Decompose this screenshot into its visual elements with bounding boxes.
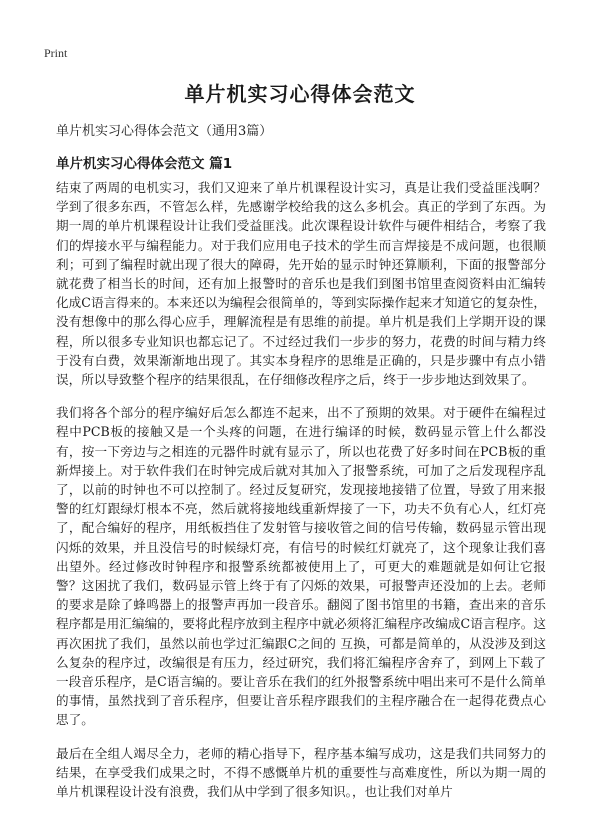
document-subtitle: 单片机实习心得体会范文（通用3篇） (56, 124, 273, 139)
body-paragraph-1: 结束了两周的电机实习，我们又迎来了单片机课程设计实习，真是让我们受益匪浅啊？学到了很多东西，不管怎么样，先感谢学校给我的这么多机会。真正的学到了东西。为期一周的单片机课程设计让我们受益匪浅。此次课程设计软件与硬件相结合，考察了我们的焊接水平与编程能力。对于我们应用电子技术的学生而言焊接是不成问题，也很顺利；可到了编程时就出现了很大的障碍，先开始的显示时钟还算顺利，下面的报警部分就花费了相当长的时间，还有加上报警时的音乐也是我们到图书馆里查阅资料由汇编转化成C语言得来的。本来还以为编程会很简单的，等到实际操作起来才知道它的复杂性，没有想像中的那么得心应手，理解流程是有思维的前提。单片机是我们上学期开设的课程，所以很多专业知识也都忘记了。不过经过我们一步步的努力，花费的时间与精力终于没有白费，效果渐渐地出现了。其实本身程序的思维是正确的，只是步骤中有点小错误，所以导致整个程序的结果很乱，在仔细修改程序之后，终于一步步地达到效果了。 (56, 180, 546, 388)
print-label[interactable]: Print (44, 46, 68, 60)
page-title: 单片机实习心得体会范文 (184, 82, 416, 106)
article-body (56, 178, 546, 815)
section-heading: 单片机实习心得体会范文 篇1 (56, 156, 233, 172)
body-paragraph-3: 最后在全组人竭尽全力，老师的精心指导下，程序基本编写成功，这是我们共同努力的结果，在享受我们成果之时，不得不感慨单片机的重要性与高难度性，所以为期一周的单片机课程设计没有浪费，我们从中学到了很多知识。，也让我们对单片 (56, 745, 546, 800)
body-paragraph-2: 我们将各个部分的程序编好后怎么都连不起来，出不了预期的效果。对于硬件在编程过程中PCB板的接触又是一个头疼的问题，在进行编译的时候，数码显示管上什么都没有，按一下旁边与之相连的元器件时就有显示了，所以也花费了好多时间在PCB板的重新焊接上。对于软件我们在时钟完成后就对其加入了报警系统，可加了之后发现程序乱了，以前的时钟也不可以控制了。经过反复研究，发现接地接错了位置，导致了用来报警的红灯跟绿灯根本不亮，然后就将接地线重新焊接了一下，功夫不负有心人，红灯亮了，配合编好的程序，用纸板挡住了发射管与接收管之间的信号传输，数码显示管出现闪烁的效果，并且没信号的时候绿灯亮，有信号的时候红灯就亮了，这个现象让我们喜出望外。经过修改时钟程序和报警系统都被使用上了，可更大的难题就是如何让它报警？这困扰了我们，数码显示管上终于有了闪烁的效果，可报警声还没加的上去。老师的要求是除了蜂鸣器上的报警声再加一段音乐。翻阅了图书馆里的书籍，查出来的音乐程序都是用汇编编的，要将此程序放到主程序中就必须将汇编程序改编成C语言程序。这再次困扰了我们，虽然以前也学过汇编跟C之间的 互换，可都是简单的，从没涉及到这么复杂的程序过，改编很是有压力，经过研究，我们将汇编程序舍弃了，到网上下载了一段音乐程序，是C语言编的。要让音乐在我们的红外报警系统中唱出来可不是什么简单的事情，虽然找到了音乐程序，但要让音乐程序跟我们的主程序融合在一起得花费点心思了。 (56, 405, 546, 728)
